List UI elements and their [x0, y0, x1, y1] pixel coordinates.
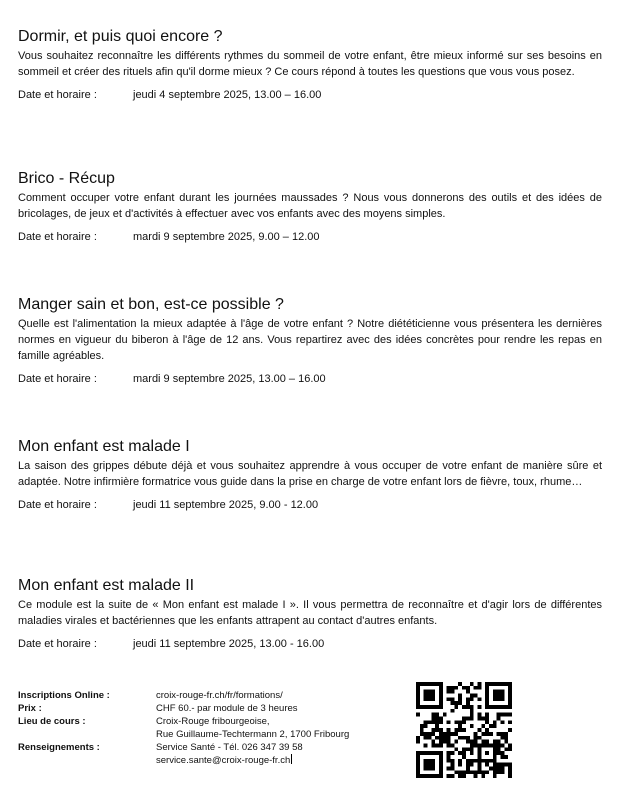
course-description: Vous souhaitez reconnaître les différents rythmes du sommeil de votre enfant, être mieux informé sur ses besoins en sommeil et créer des rituels afin qu'il dorme mieux ? Ce cours répond à toutes les questions que vous vous posez.	[18, 50, 602, 78]
date-value: mardi 9 septembre 2025, 13.00 – 16.00	[133, 373, 326, 385]
lieu-value	[156, 715, 408, 741]
info-row-renseignements	[18, 741, 408, 767]
course-description: Quelle est l'alimentation la mieux adaptée à l'âge de votre enfant ? Notre diététicienne vous présentera les dernières normes en vigueur du biberon à l'âge de 12 ans. Vous repartirez avec des idées concrètes pour rendre les repas en famille agréables.	[18, 318, 602, 362]
course-brico	[18, 169, 602, 244]
course-title: Dormir, et puis quoi encore ?	[18, 28, 223, 45]
course-date-row	[18, 498, 602, 512]
lieu-label: Lieu de cours :	[18, 716, 86, 727]
date-value: jeudi 4 septembre 2025, 13.00 – 16.00	[133, 89, 322, 101]
inscriptions-label: Inscriptions Online :	[18, 690, 110, 701]
date-label: Date et horaire :	[18, 499, 97, 511]
course-title: Mon enfant est malade I	[18, 438, 190, 455]
course-food	[18, 295, 602, 386]
practical-info	[18, 689, 408, 767]
qr-code-icon[interactable]	[416, 682, 512, 778]
renseignements-phone: Service Santé - Tél. 026 347 39 58	[156, 742, 303, 753]
course-title: Manger sain et bon, est-ce possible ?	[18, 296, 284, 313]
course-date-row	[18, 637, 602, 651]
date-value: jeudi 11 septembre 2025, 9.00 - 12.00	[133, 499, 319, 511]
prix-label: Prix :	[18, 703, 42, 714]
date-label: Date et horaire :	[18, 89, 97, 101]
course-description: Ce module est la suite de « Mon enfant est malade I ». Il vous permettra de reconnaître et d'agir lors de différentes maladies virales et bactériennes que les enfants attrapent au contact d'autres enfants.	[18, 599, 602, 627]
renseignements-label: Renseignements :	[18, 742, 100, 753]
renseignements-email[interactable]: service.sante@croix-rouge-fr.ch	[156, 755, 291, 766]
course-description: La saison des grippes débute déjà et vous souhaitez apprendre à vous occuper de votre enfant de manière sûre et adaptée. Notre infirmière formatrice vous guide dans la prise en charge de votre enfant lors de fièvre, toux, rhume…	[18, 460, 602, 488]
date-label: Date et horaire :	[18, 231, 97, 243]
prix-value: CHF 60.- par module de 3 heures	[156, 703, 298, 714]
text-cursor	[291, 754, 292, 764]
course-description: Comment occuper votre enfant durant les journées maussades ? Nous vous donnerons des outils et des idées de bricolages, de jeux et d'activités à effectuer avec vos enfants avec des moyens simples.	[18, 192, 602, 220]
course-date-row	[18, 372, 602, 386]
lieu-line-1: Croix-Rouge fribourgeoise,	[156, 716, 270, 727]
course-sick-2	[18, 576, 602, 651]
date-label: Date et horaire :	[18, 638, 97, 650]
date-value: mardi 9 septembre 2025, 9.00 – 12.00	[133, 231, 320, 243]
date-value: jeudi 11 septembre 2025, 13.00 - 16.00	[133, 638, 325, 650]
course-sick-1	[18, 437, 602, 512]
course-title: Mon enfant est malade II	[18, 577, 195, 594]
inscriptions-link[interactable]: croix-rouge-fr.ch/fr/formations/	[156, 690, 283, 701]
lieu-line-2: Rue Guillaume-Techtermann 2, 1700 Fribourg	[156, 729, 350, 740]
info-row-prix	[18, 702, 408, 715]
date-label: Date et horaire :	[18, 373, 97, 385]
course-date-row	[18, 230, 602, 244]
course-date-row	[18, 88, 602, 102]
info-row-lieu	[18, 715, 408, 741]
renseignements-value	[156, 741, 408, 767]
course-sleep	[18, 27, 602, 102]
info-row-inscriptions	[18, 689, 408, 702]
course-title: Brico - Récup	[18, 170, 115, 187]
